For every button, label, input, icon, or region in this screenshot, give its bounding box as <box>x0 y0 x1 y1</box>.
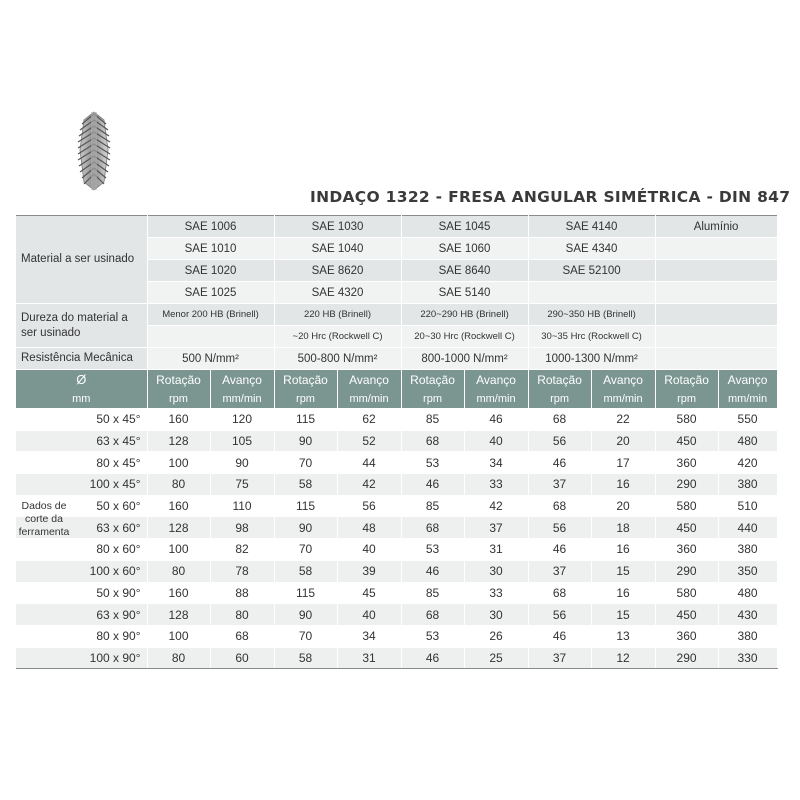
table-cell: 160 <box>147 409 210 431</box>
table-cell: 46 <box>464 409 528 431</box>
table-cell: 60 <box>210 647 274 669</box>
table-cell: 128 <box>147 517 210 539</box>
rpm-unit: rpm <box>655 389 718 409</box>
rpm-unit: rpm <box>274 389 337 409</box>
table-cell: 85 <box>401 495 464 517</box>
dados-label: Dados de corte da ferramenta <box>18 500 70 538</box>
dimension-cell: 63 x 60° <box>16 517 147 539</box>
dimension-cell: 63 x 90° <box>16 604 147 626</box>
table-cell: 360 <box>655 452 718 474</box>
table-cell: 15 <box>591 560 655 582</box>
table-cell: 20 <box>591 430 655 452</box>
material-cell <box>655 282 777 304</box>
table-cell: 90 <box>274 430 337 452</box>
dureza-cell: 30~35 Hrc (Rockwell C) <box>528 326 655 348</box>
table-cell: 128 <box>147 430 210 452</box>
table-cell: 25 <box>464 647 528 669</box>
material-cell: SAE 1020 <box>147 260 274 282</box>
material-cell: SAE 1006 <box>147 216 274 238</box>
material-cell: SAE 1060 <box>401 238 528 260</box>
table-cell: 115 <box>274 409 337 431</box>
table-cell: 110 <box>210 495 274 517</box>
table-cell: 53 <box>401 625 464 647</box>
table-cell: 37 <box>464 517 528 539</box>
material-cell <box>528 282 655 304</box>
table-cell: 68 <box>210 625 274 647</box>
table-cell: 53 <box>401 539 464 561</box>
table-cell: 68 <box>401 604 464 626</box>
table-cell: 40 <box>464 430 528 452</box>
table-cell: 420 <box>718 452 777 474</box>
resistencia-cell: 1000-1300 N/mm² <box>528 348 655 370</box>
table-cell: 78 <box>210 560 274 582</box>
avanco-header: Avanço <box>591 370 655 390</box>
mmmin-unit: mm/min <box>591 389 655 409</box>
resistencia-cell: 800-1000 N/mm² <box>401 348 528 370</box>
dureza-cell <box>147 326 274 348</box>
resistencia-cell <box>655 348 777 370</box>
dimension-cell: 100 x 45° <box>16 474 147 496</box>
material-cell: SAE 52100 <box>528 260 655 282</box>
table-cell: 160 <box>147 582 210 604</box>
table-cell: 20 <box>591 495 655 517</box>
material-cell: SAE 8640 <box>401 260 528 282</box>
dimension-cell: 100 x 90° <box>16 647 147 669</box>
table-cell: 42 <box>337 474 401 496</box>
table-cell: 58 <box>274 647 337 669</box>
table-cell: 70 <box>274 539 337 561</box>
table-cell: 105 <box>210 430 274 452</box>
table-cell: 44 <box>337 452 401 474</box>
table-cell: 580 <box>655 409 718 431</box>
table-cell: 115 <box>274 582 337 604</box>
dureza-cell <box>655 304 777 326</box>
table-cell: 58 <box>274 560 337 582</box>
table-cell: 15 <box>591 604 655 626</box>
table-cell: 100 <box>147 539 210 561</box>
mmmin-unit: mm/min <box>464 389 528 409</box>
table-cell: 39 <box>337 560 401 582</box>
material-cell <box>655 238 777 260</box>
rpm-unit: rpm <box>401 389 464 409</box>
dureza-cell <box>655 326 777 348</box>
dimension-cell: 100 x 60° <box>16 560 147 582</box>
table-cell: 46 <box>528 452 591 474</box>
material-cell: SAE 1030 <box>274 216 401 238</box>
table-cell: 30 <box>464 604 528 626</box>
dureza-cell: 20~30 Hrc (Rockwell C) <box>401 326 528 348</box>
table-cell: 100 <box>147 452 210 474</box>
material-cell <box>655 260 777 282</box>
cutting-data-table <box>16 215 778 669</box>
table-cell: 16 <box>591 474 655 496</box>
table-cell: 580 <box>655 495 718 517</box>
table-cell: 80 <box>210 604 274 626</box>
dureza-cell: Menor 200 HB (Brinell) <box>147 304 274 326</box>
dimension-cell: 80 x 60° <box>16 539 147 561</box>
dimension-cell: 80 x 45° <box>16 452 147 474</box>
table-cell: 56 <box>528 430 591 452</box>
table-cell: 128 <box>147 604 210 626</box>
table-cell: 34 <box>464 452 528 474</box>
table-cell: 46 <box>401 560 464 582</box>
table-cell: 30 <box>464 560 528 582</box>
dureza-cell: 220 HB (Brinell) <box>274 304 401 326</box>
material-cell: SAE 4340 <box>528 238 655 260</box>
table-cell: 33 <box>464 582 528 604</box>
table-cell: 290 <box>655 560 718 582</box>
mmmin-unit: mm/min <box>210 389 274 409</box>
table-cell: 82 <box>210 539 274 561</box>
table-cell: 33 <box>464 474 528 496</box>
table-cell: 12 <box>591 647 655 669</box>
table-cell: 56 <box>528 604 591 626</box>
dureza-label: Dureza do material a ser usinado <box>16 304 147 348</box>
table-cell: 450 <box>655 604 718 626</box>
table-cell: 70 <box>274 452 337 474</box>
table-cell: 40 <box>337 604 401 626</box>
table-cell: 360 <box>655 625 718 647</box>
table-cell: 58 <box>274 474 337 496</box>
table-cell: 70 <box>274 625 337 647</box>
table-cell: 37 <box>528 647 591 669</box>
table-cell: 34 <box>337 625 401 647</box>
page-title: INDAÇO 1322 - FRESA ANGULAR SIMÉTRICA - DIN 847 <box>310 188 791 206</box>
table-cell: 480 <box>718 430 777 452</box>
material-cell: SAE 4140 <box>528 216 655 238</box>
table-cell: 68 <box>528 582 591 604</box>
table-cell: 62 <box>337 409 401 431</box>
table-cell: 31 <box>337 647 401 669</box>
table-cell: 290 <box>655 474 718 496</box>
mmmin-unit: mm/min <box>718 389 777 409</box>
dureza-cell: 220~290 HB (Brinell) <box>401 304 528 326</box>
table-cell: 380 <box>718 625 777 647</box>
table-cell: 88 <box>210 582 274 604</box>
table-cell: 56 <box>528 517 591 539</box>
mmmin-unit: mm/min <box>337 389 401 409</box>
table-cell: 580 <box>655 582 718 604</box>
avanco-header: Avanço <box>718 370 777 390</box>
resistencia-cell: 500-800 N/mm² <box>274 348 401 370</box>
dureza-cell: 290~350 HB (Brinell) <box>528 304 655 326</box>
dimension-cell: 50 x 60° <box>16 495 147 517</box>
resistencia-cell: 500 N/mm² <box>147 348 274 370</box>
table-cell: 22 <box>591 409 655 431</box>
table-cell: 380 <box>718 539 777 561</box>
rotacao-header: Rotação <box>528 370 591 390</box>
table-cell: 42 <box>464 495 528 517</box>
table-cell: 46 <box>401 474 464 496</box>
table-cell: 80 <box>147 474 210 496</box>
table-cell: 18 <box>591 517 655 539</box>
table-cell: 56 <box>337 495 401 517</box>
table-cell: 510 <box>718 495 777 517</box>
table-cell: 290 <box>655 647 718 669</box>
table-cell: 440 <box>718 517 777 539</box>
rotacao-header: Rotação <box>274 370 337 390</box>
material-label: Material a ser usinado <box>16 216 147 304</box>
table-cell: 13 <box>591 625 655 647</box>
material-cell: SAE 1010 <box>147 238 274 260</box>
table-cell: 85 <box>401 409 464 431</box>
rpm-unit: rpm <box>147 389 210 409</box>
table-cell: 550 <box>718 409 777 431</box>
resistencia-label: Resistência Mecânica <box>16 348 147 370</box>
table-cell: 360 <box>655 539 718 561</box>
avanco-header: Avanço <box>210 370 274 390</box>
material-cell: SAE 5140 <box>401 282 528 304</box>
table-cell: 68 <box>401 517 464 539</box>
dureza-cell: ~20 Hrc (Rockwell C) <box>274 326 401 348</box>
material-cell: SAE 4320 <box>274 282 401 304</box>
table-cell: 90 <box>210 452 274 474</box>
rotacao-header: Rotação <box>147 370 210 390</box>
diameter-unit: mm <box>16 389 147 409</box>
table-cell: 68 <box>528 409 591 431</box>
table-cell: 68 <box>401 430 464 452</box>
table-cell: 16 <box>591 539 655 561</box>
table-cell: 430 <box>718 604 777 626</box>
table-cell: 16 <box>591 582 655 604</box>
table-cell: 480 <box>718 582 777 604</box>
dimension-cell: 50 x 45° <box>16 409 147 431</box>
rpm-unit: rpm <box>528 389 591 409</box>
material-cell: Alumínio <box>655 216 777 238</box>
diameter-header: Ø <box>16 370 147 390</box>
table-cell: 31 <box>464 539 528 561</box>
table-cell: 100 <box>147 625 210 647</box>
table-cell: 45 <box>337 582 401 604</box>
material-cell: SAE 8620 <box>274 260 401 282</box>
table-cell: 450 <box>655 430 718 452</box>
table-cell: 160 <box>147 495 210 517</box>
rotacao-header: Rotação <box>655 370 718 390</box>
avanco-header: Avanço <box>464 370 528 390</box>
table-cell: 350 <box>718 560 777 582</box>
table-cell: 53 <box>401 452 464 474</box>
table-cell: 90 <box>274 517 337 539</box>
table-cell: 37 <box>528 560 591 582</box>
table-cell: 90 <box>274 604 337 626</box>
rotacao-header: Rotação <box>401 370 464 390</box>
table-cell: 26 <box>464 625 528 647</box>
table-cell: 46 <box>528 625 591 647</box>
table-cell: 115 <box>274 495 337 517</box>
dimension-cell: 63 x 45° <box>16 430 147 452</box>
avanco-header: Avanço <box>337 370 401 390</box>
dimension-cell: 50 x 90° <box>16 582 147 604</box>
angular-cutter-image <box>64 110 126 192</box>
material-cell: SAE 1040 <box>274 238 401 260</box>
table-cell: 80 <box>147 647 210 669</box>
table-cell: 37 <box>528 474 591 496</box>
material-cell: SAE 1045 <box>401 216 528 238</box>
table-cell: 46 <box>401 647 464 669</box>
table-cell: 120 <box>210 409 274 431</box>
table-cell: 17 <box>591 452 655 474</box>
table-cell: 46 <box>528 539 591 561</box>
table-cell: 450 <box>655 517 718 539</box>
table-cell: 68 <box>528 495 591 517</box>
table-cell: 48 <box>337 517 401 539</box>
table-cell: 75 <box>210 474 274 496</box>
dimension-cell: 80 x 90° <box>16 625 147 647</box>
table-cell: 85 <box>401 582 464 604</box>
table-cell: 40 <box>337 539 401 561</box>
table-cell: 52 <box>337 430 401 452</box>
table-cell: 380 <box>718 474 777 496</box>
table-cell: 98 <box>210 517 274 539</box>
table-cell: 330 <box>718 647 777 669</box>
table-cell: 80 <box>147 560 210 582</box>
material-cell: SAE 1025 <box>147 282 274 304</box>
